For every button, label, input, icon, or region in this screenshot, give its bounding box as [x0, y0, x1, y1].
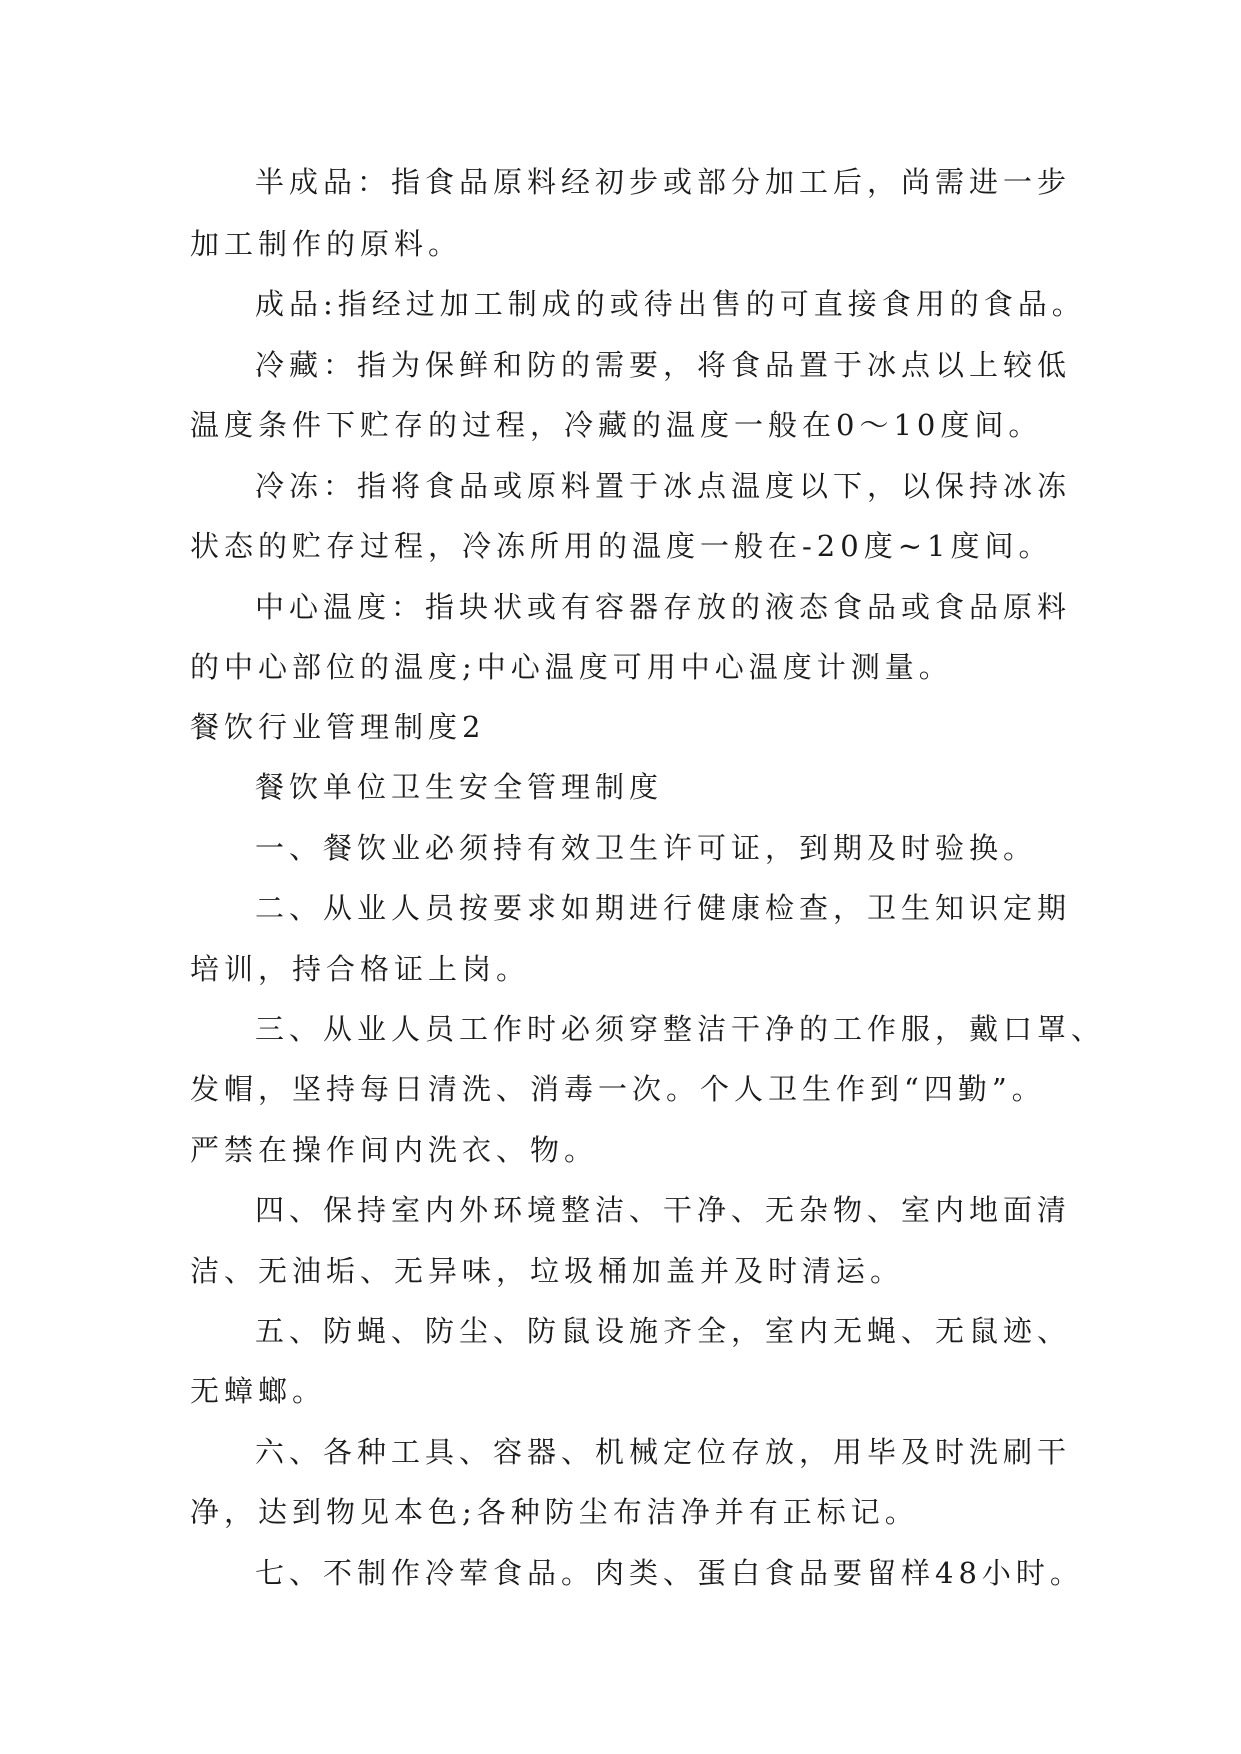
- text-line: 冷藏：指为保鲜和防的需要，将食品置于冰点以上较低: [255, 348, 1072, 382]
- text-line: 洁、无油垢、无异味，垃圾桶加盖并及时清运。: [190, 1254, 905, 1288]
- subsection-title: 餐饮单位卫生安全管理制度: [255, 770, 664, 804]
- text-line: 温度条件下贮存的过程，冷藏的温度一般在0～10度间。: [190, 408, 1043, 442]
- text-line: 六、各种工具、容器、机械定位存放，用毕及时洗刷干: [255, 1435, 1072, 1469]
- text-line: 成品:指经过加工制成的或待出售的可直接食用的食品。: [255, 287, 1086, 321]
- text-line: 的中心部位的温度;中心温度可用中心温度计测量。: [190, 650, 953, 684]
- text-line: 三、从业人员工作时必须穿整洁干净的工作服，戴口罩、: [255, 1012, 1106, 1046]
- text-line: 四、保持室内外环境整洁、干净、无杂物、室内地面清: [255, 1193, 1072, 1227]
- text-line: 中心温度：指块状或有容器存放的液态食品或食品原料: [255, 590, 1072, 624]
- text-line: 加工制作的原料。: [190, 227, 463, 261]
- text-line: 净，达到物见本色;各种防尘布洁净并有正标记。: [190, 1495, 919, 1529]
- text-line: 无蟑螂。: [190, 1374, 327, 1408]
- text-line: 培训，持合格证上岗。: [190, 952, 531, 986]
- text-line: 冷冻：指将食品或原料置于冰点温度以下，以保持冰冻: [255, 469, 1072, 503]
- text-line: 严禁在操作间内洗衣、物。: [190, 1133, 599, 1167]
- text-line: 状态的贮存过程，冷冻所用的温度一般在-20度~1度间。: [190, 529, 1053, 563]
- text-line: 五、防蝇、防尘、防鼠设施齐全，室内无蝇、无鼠迹、: [255, 1314, 1072, 1348]
- text-line: 半成品：指食品原料经初步或部分加工后，尚需进一步: [255, 165, 1072, 199]
- text-line: 发帽，坚持每日清洗、消毒一次。个人卫生作到“四勤”。: [190, 1072, 1046, 1106]
- text-line: 一、餐饮业必须持有效卫生许可证，到期及时验换。: [255, 831, 1038, 865]
- text-line: 七、不制作冷荤食品。肉类、蛋白食品要留样48小时。: [255, 1556, 1084, 1590]
- text-line: 二、从业人员按要求如期进行健康检查，卫生知识定期: [255, 891, 1072, 925]
- section-heading: 餐饮行业管理制度2: [190, 710, 486, 744]
